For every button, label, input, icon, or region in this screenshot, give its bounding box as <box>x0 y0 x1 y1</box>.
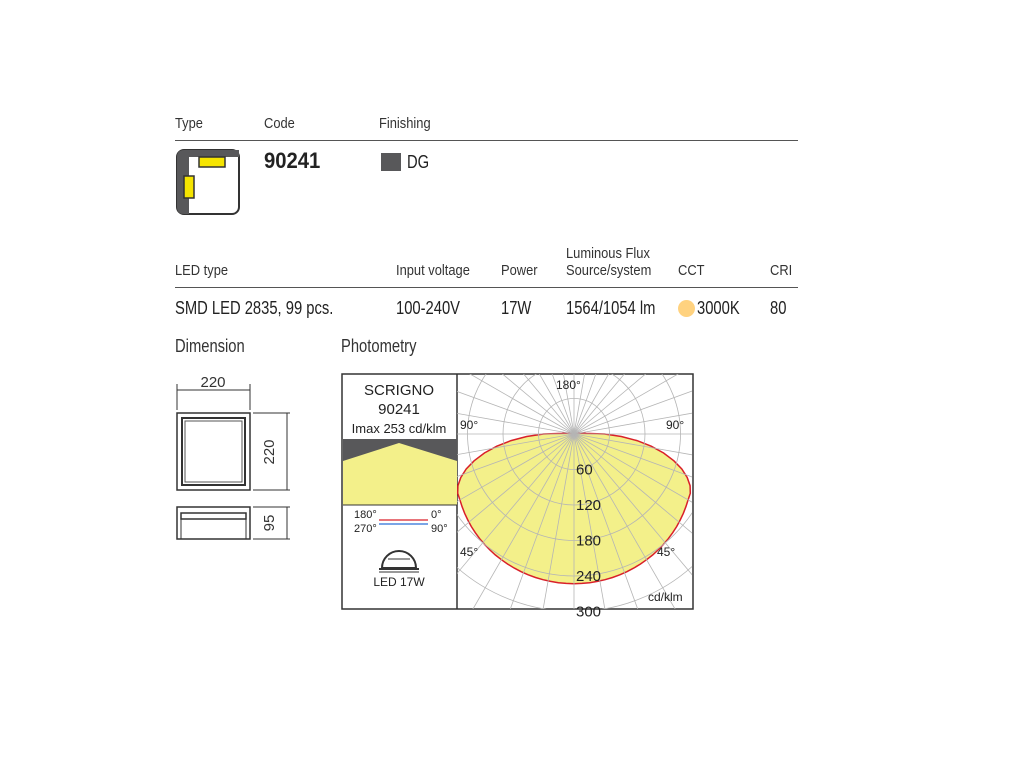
scale-label: 60 <box>576 461 593 479</box>
angle-label-45-right: 45° <box>657 545 676 559</box>
angle-label-180: 180° <box>556 378 581 392</box>
led-type-value: SMD LED 2835, 99 pcs. <box>175 298 334 318</box>
depth-dimension-label: 95 <box>261 514 278 532</box>
cct-header: CCT <box>678 262 705 279</box>
photometry-imax: Imax 253 cd/klm <box>351 421 447 436</box>
scale-label: 180 <box>576 532 602 550</box>
power-value: 17W <box>501 298 532 318</box>
angle-label-45-left: 45° <box>460 545 479 559</box>
finish-code: DG <box>407 152 430 172</box>
photometry-panel <box>341 373 694 621</box>
specs-divider <box>175 287 798 288</box>
height-dimension-label: 220 <box>261 439 278 465</box>
code-header: Code <box>264 115 295 132</box>
photometry-product-code: 90241 <box>378 401 420 418</box>
type-header: Type <box>175 115 203 132</box>
scale-label: 120 <box>576 497 602 514</box>
polar-spoke <box>501 20 574 434</box>
dimension-title: Dimension <box>175 336 245 356</box>
legend-angle-180: 180° <box>354 509 377 521</box>
scale-label: 240 <box>576 568 602 585</box>
unit-label: cd/klm <box>648 590 683 604</box>
fixture-type-icon <box>175 148 241 216</box>
product-code: 90241 <box>264 148 321 173</box>
led-type-header: LED type <box>175 262 229 279</box>
cct-color-dot <box>678 300 695 317</box>
cct-value: 3000K <box>697 298 740 318</box>
input-voltage-header: Input voltage <box>396 262 470 279</box>
luminous-flux-value: 1564/1054 lm <box>566 298 656 318</box>
legend-angle-0: 0° <box>431 509 442 521</box>
photometry-product-name: SCRIGNO <box>363 382 435 399</box>
angle-label-90-left: 90° <box>460 418 479 432</box>
cri-header: CRI <box>770 262 793 279</box>
finish-swatch <box>381 153 401 171</box>
finishing-header: Finishing <box>379 115 431 132</box>
cri-value: 80 <box>770 298 787 318</box>
header-divider <box>175 140 798 141</box>
angle-label-90-right: 90° <box>666 418 685 432</box>
dimension-drawing <box>170 370 305 550</box>
luminous-flux-header: Luminous Flux <box>566 245 650 262</box>
photometry-title: Photometry <box>341 336 417 356</box>
polar-spoke <box>574 20 647 434</box>
lamp-label: LED 17W <box>373 575 425 589</box>
legend-angle-270: 270° <box>354 523 377 535</box>
legend-angle-90: 90° <box>431 523 448 535</box>
width-dimension-label: 220 <box>200 374 226 391</box>
luminous-flux-subheader: Source/system <box>566 262 652 279</box>
scale-label: 300 <box>576 603 602 621</box>
input-voltage-value: 100-240V <box>396 298 461 318</box>
power-header: Power <box>501 262 538 279</box>
